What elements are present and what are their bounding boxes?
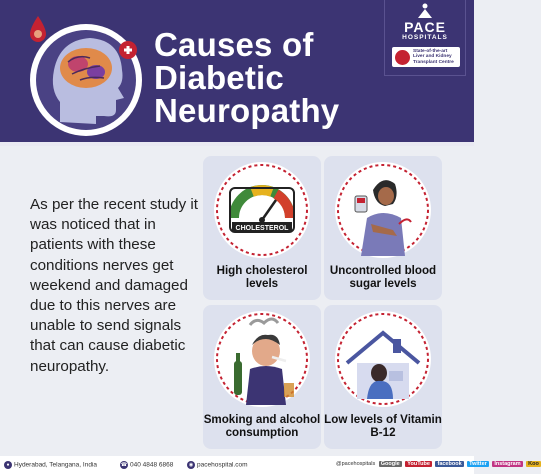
logo-mark-icon: [416, 3, 434, 19]
logo-badge: [392, 47, 460, 67]
footer-phone[interactable]: [120, 461, 173, 469]
title-line-3: Neuropathy: [154, 92, 340, 129]
footer-location: [4, 461, 97, 469]
pace-hospitals-logo[interactable]: [384, 0, 466, 76]
twitter-icon[interactable]: Twitter: [469, 461, 487, 467]
logo-name: PACE: [404, 19, 446, 35]
footer-website[interactable]: [187, 461, 248, 469]
phone-icon: ☎: [120, 462, 128, 468]
header-divider: [0, 142, 474, 146]
youtube-icon[interactable]: YouTube: [407, 461, 430, 467]
footer-bar: [0, 456, 539, 474]
card-smoking-alcohol: [203, 305, 321, 449]
card-blood-sugar: [324, 156, 442, 300]
card-vitamin-b12: [324, 305, 442, 449]
blood-sugar-icon: [333, 160, 433, 260]
vitamin-b12-icon: [333, 309, 433, 409]
footer-phone-text: 040 4848 6868: [130, 461, 174, 469]
badge-seal-icon: [395, 50, 410, 65]
brain-head-illustration: [20, 10, 148, 138]
facebook-icon[interactable]: facebook: [437, 461, 462, 467]
card-label-vitamin-b12: Low levels of Vitamin B-12: [324, 413, 442, 439]
page-title: [154, 28, 339, 127]
card-high-cholesterol: [203, 156, 321, 300]
smoking-alcohol-icon: [212, 309, 312, 409]
card-label-smoking-alcohol: Smoking and alcohol consumption: [203, 413, 321, 439]
logo-badge-text: State-of-the-art Liver and Kidney Transplant Centre: [413, 49, 454, 65]
instagram-icon[interactable]: Instagram: [494, 461, 521, 467]
title-line-2: Diabetic: [154, 59, 284, 96]
social-handle: @pacehospitals: [336, 461, 376, 467]
footer-location-text: Hyderabad, Telangana, India: [14, 461, 97, 469]
card-label-cholesterol: High cholesterol levels: [216, 264, 308, 290]
globe-icon: ◉: [188, 462, 194, 468]
card-label-blood-sugar: Uncontrolled blood sugar levels: [329, 264, 437, 290]
cholesterol-gauge-icon: [212, 160, 312, 260]
footer-website-text: pacehospital.com: [197, 461, 248, 469]
google-icon[interactable]: Google: [380, 461, 400, 467]
location-pin-icon: ●: [4, 461, 12, 469]
logo-subtitle: HOSPITALS: [402, 34, 448, 41]
koo-icon[interactable]: Koo: [528, 461, 539, 467]
intro-paragraph: As per the recent study it was noticed that in patients with these conditions nerves get weekend and damaged due to this nerves are unable to send signals that can cause diabetic neuropathy.: [30, 196, 198, 375]
title-line-1: Causes of: [154, 26, 314, 63]
gauge-label: CHOLESTEROL: [235, 225, 289, 232]
footer-social-links[interactable]: [336, 461, 541, 467]
